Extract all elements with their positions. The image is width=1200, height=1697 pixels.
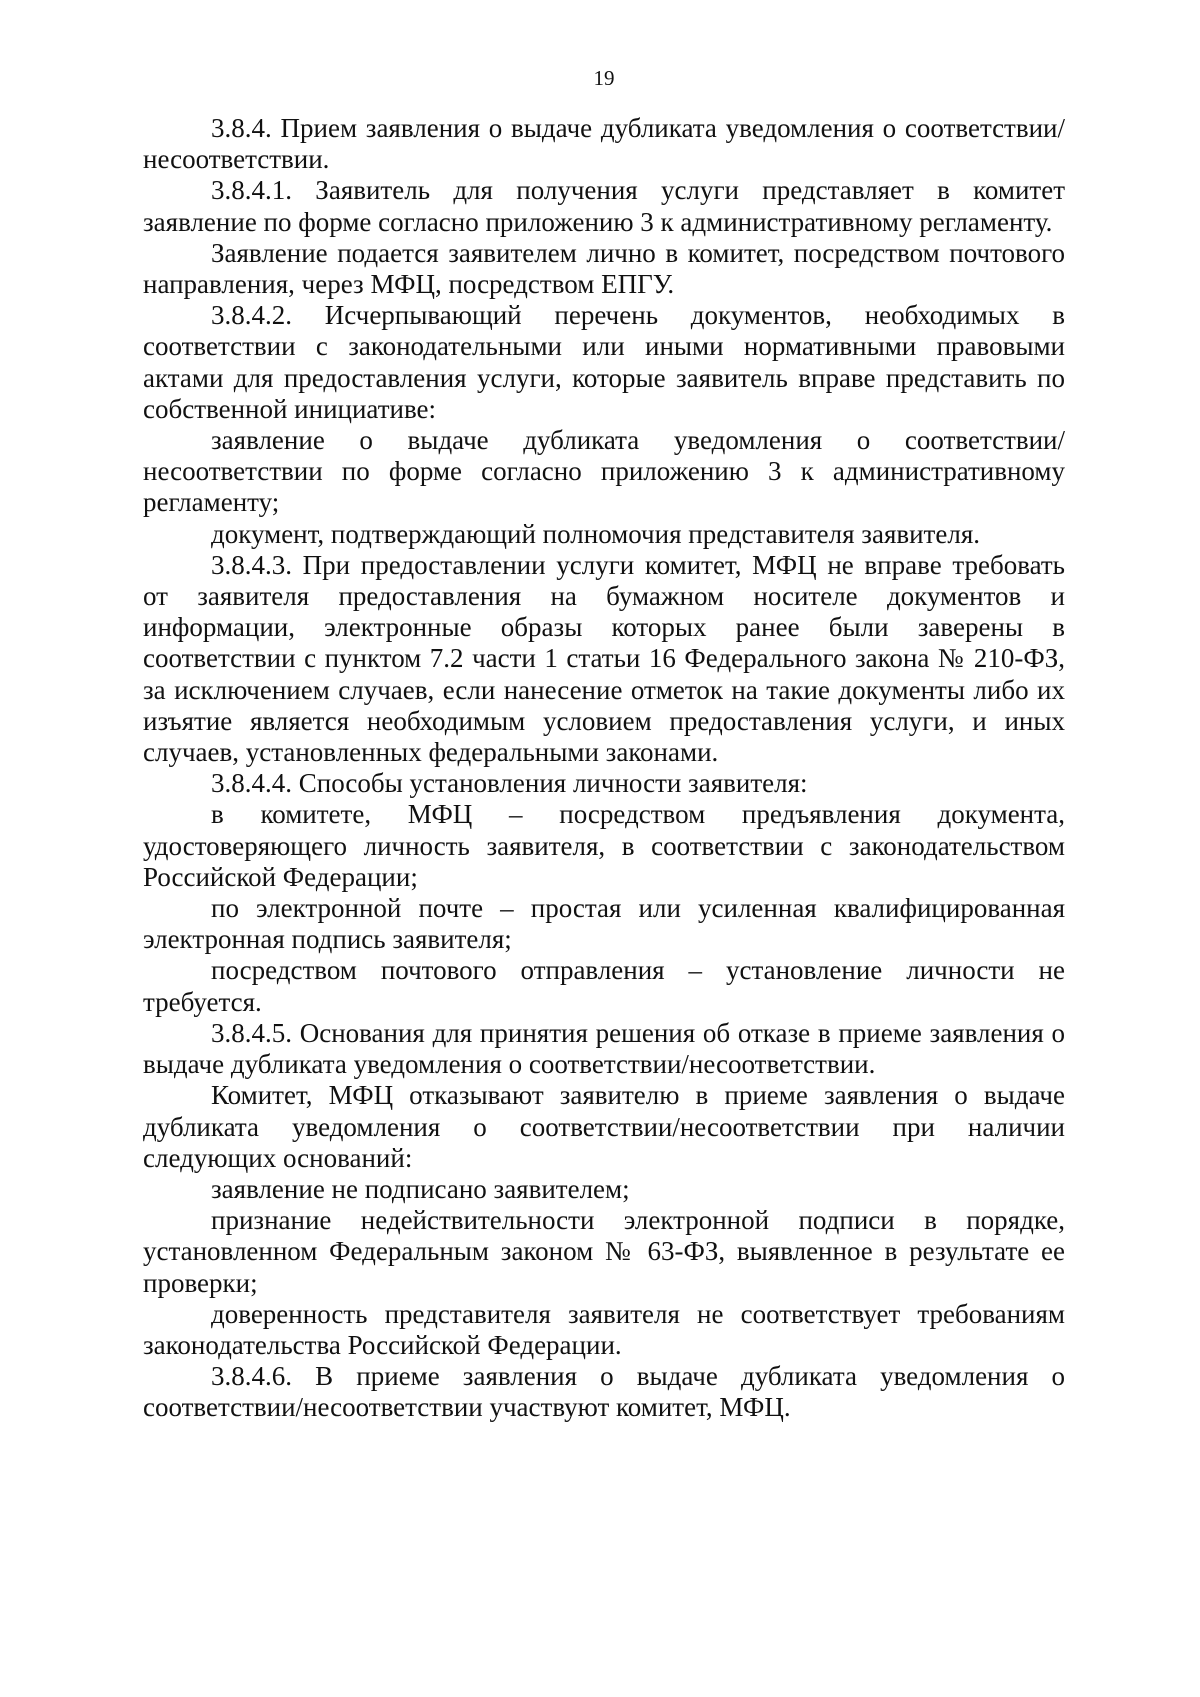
paragraph-3-8-4-6: 3.8.4.6. В приеме заявления о выдаче дубликата уведомления о соответствии/несоответствии участвуют комитет, МФЦ. [143,1361,1065,1423]
paragraph-submission-methods: Заявление подается заявителем лично в комитет, посредством почтового направления, через МФЦ, посредством ЕПГУ. [143,237,1065,300]
paragraph-3-8-4-1: 3.8.4.1. Заявитель для получения услуги представляет в комитет заявление по форме согласно приложению 3 к административному регламенту. [143,175,1065,237]
paragraph-3-8-4-5: 3.8.4.5. Основания для принятия решения об отказе в приеме заявления о выдаче дубликата уведомления о соответствии/несоответствии. [143,1017,1065,1080]
paragraph-3-8-4-4: 3.8.4.4. Способы установления личности заявителя: [211,768,808,799]
list-item-postal: посредством почтового отправления – установление личности не требуется. [143,955,1065,1017]
list-item-not-signed: заявление не подписано заявителем; [211,1173,630,1204]
list-item-invalid-signature: признание недействительности электронной подписи в порядке, установленном Федеральным законом № 63-ФЗ, выявленное в результате ее проверки; [143,1205,1065,1298]
paragraph-3-8-4-3: 3.8.4.3. При предоставлении услуги комитет, МФЦ не вправе требовать от заявителя предоставления на бумажном носителе документов и информации, электронные образы которых ранее были заверены в соответствии с пунктом 7.2 части 1 статьи 16 Федерального закона № 210-ФЗ, за исключением случаев, если нанесение отметок на такие документы либо их изъятие является необходимым условием предоставления услуги, и иных случаев, установленных федеральными законами. [143,549,1065,768]
list-item-power-of-attorney: доверенность представителя заявителя не соответствует требованиям законодательства Российской Федерации. [143,1298,1065,1360]
paragraph-3-8-4: 3.8.4. Прием заявления о выдаче дубликата уведомления о соответствии/несоответствии. [143,113,1065,175]
list-item-application: заявление о выдаче дубликата уведомления о соответствии/несоответствии по форме согласно приложению 3 к административному регламенту; [143,425,1065,518]
paragraph-refusal-grounds: Комитет, МФЦ отказывают заявителю в приеме заявления о выдаче дубликата уведомления о соответствии/несоответствии при наличии следующих оснований: [143,1080,1065,1173]
page-number: 19 [593,66,615,90]
paragraph-3-8-4-2: 3.8.4.2. Исчерпывающий перечень документов, необходимых в соответствии с законодательными или иными нормативными правовыми актами для предоставления услуги, которые заявитель вправе представить по собственной инициативе: [143,300,1065,424]
list-item-email: по электронной почте – простая или усиленная квалифицированная электронная подпись заявителя; [143,893,1065,955]
list-item-authority-document: документ, подтверждающий полномочия представителя заявителя. [211,518,980,549]
document-body [143,113,1065,1424]
list-item-in-person: в комитете, МФЦ – посредством предъявления документа, удостоверяющего личность заявителя, в соответствии с законодательством Российской Федерации; [143,799,1065,892]
